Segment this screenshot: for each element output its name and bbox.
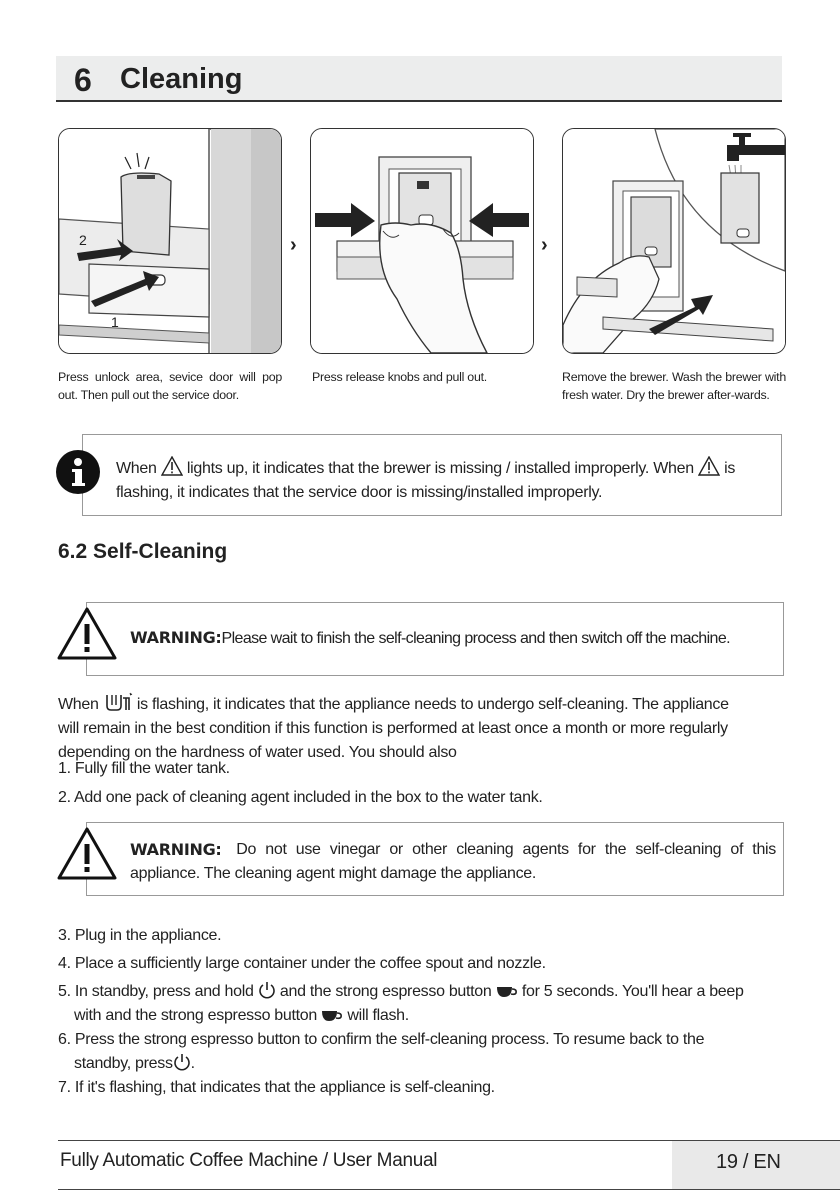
- intro-line2: will remain in the best condition if this function is performed at least once a month or more regularly: [58, 720, 728, 737]
- warning-triangle-icon: [56, 606, 118, 662]
- step-6-part-c: .: [190, 1055, 195, 1072]
- warning-triangle-icon: [56, 826, 118, 882]
- step-5-part-d: with and the strong espresso button: [74, 1007, 317, 1024]
- warning-1-text: [130, 626, 782, 651]
- next-step-arrow-2: ›: [541, 234, 548, 256]
- info-note-text: [116, 456, 780, 505]
- step-label-1: 1: [111, 314, 119, 330]
- warning-2-line1: Do not use vinegar or other cleaning agents for the self-cleaning of this: [236, 841, 776, 858]
- self-cleaning-intro: [58, 692, 798, 765]
- warning-triangle-icon: [161, 456, 183, 476]
- intro-line3: depending on the hardness of water used. You should also: [58, 744, 457, 761]
- warning-1-message: Please wait to finish the self-cleaning process and then switch off the machine.: [221, 630, 730, 647]
- brewer-wash-illustration: [563, 129, 785, 353]
- machine-door-illustration: [59, 129, 281, 353]
- step-5-part-c: for 5 seconds. You'll hear a beep: [521, 983, 744, 1000]
- info-icon: [56, 450, 100, 494]
- footer-title: Fully Automatic Coffee Machine / User Manual: [60, 1150, 438, 1171]
- next-step-arrow-1: ›: [290, 234, 297, 256]
- figure-3-remove-brewer: [562, 128, 786, 354]
- step-2: 2. Add one pack of cleaning agent included in the box to the water tank.: [58, 789, 543, 806]
- intro-part2: is flashing, it indicates that the appliance needs to undergo self-cleaning. The appliance: [136, 696, 729, 713]
- warning-2-text: [130, 838, 776, 886]
- section-header: [56, 56, 782, 102]
- section-number: 6: [74, 62, 92, 98]
- figure-1-unlock-door: [58, 128, 282, 354]
- page-number: 19 / EN: [716, 1151, 781, 1173]
- figure-2-caption: Press release knobs and pull out.: [312, 370, 487, 384]
- step-5-part-b: and the strong espresso button: [279, 983, 492, 1000]
- step-1: 1. Fully fill the water tank.: [58, 760, 230, 777]
- subsection-title: 6.2 Self-Cleaning: [58, 540, 228, 563]
- step-6: [58, 1028, 798, 1076]
- step-label-2: 2: [79, 232, 87, 248]
- figure-3-caption: Remove the brewer. Wash the brewer with fresh water. Dry the brewer after-wards.: [562, 370, 786, 402]
- brewer-release-illustration: [311, 129, 533, 353]
- info-text-part1: When: [116, 460, 157, 477]
- step-5-part-a: 5. In standby, press and hold: [58, 983, 254, 1000]
- warning-triangle-icon: [698, 456, 720, 476]
- power-icon: [173, 1053, 191, 1071]
- step-6-part-a: 6. Press the strong espresso button to confirm the self-cleaning process. To resume back to the: [58, 1031, 705, 1048]
- info-text-part3: is: [724, 460, 736, 477]
- footer-bottom-divider: [58, 1189, 840, 1190]
- strong-espresso-icon: [496, 985, 518, 999]
- figure-2-release-knobs: [310, 128, 534, 354]
- warning-2-label: WARNING:: [130, 840, 222, 859]
- step-6-part-b: standby, press: [74, 1055, 173, 1072]
- step-3: 3. Plug in the appliance.: [58, 927, 222, 944]
- step-4: 4. Place a sufficiently large container under the coffee spout and nozzle.: [58, 955, 546, 972]
- info-text-line2: flashing, it indicates that the service door is missing/installed improperly.: [116, 484, 603, 501]
- section-title: Cleaning: [120, 63, 243, 95]
- info-text-part2: lights up, it indicates that the brewer is missing / installed improperly. When: [186, 460, 694, 477]
- warning-2-line2: appliance. The cleaning agent might damage the appliance.: [130, 865, 537, 882]
- step-7: 7. If it's flashing, that indicates that the appliance is self-cleaning.: [58, 1079, 495, 1096]
- strong-espresso-icon: [321, 1009, 343, 1023]
- step-5: [58, 980, 798, 1028]
- step-5-part-e: will flash.: [347, 1007, 409, 1024]
- figure-1-caption: Press unlock area, sevice door will pop out. Then pull out the service door.: [58, 370, 282, 402]
- power-icon: [258, 981, 276, 999]
- intro-part1: When: [58, 696, 99, 713]
- warning-1-label: WARNING:: [130, 628, 222, 647]
- self-cleaning-icon: [103, 692, 133, 712]
